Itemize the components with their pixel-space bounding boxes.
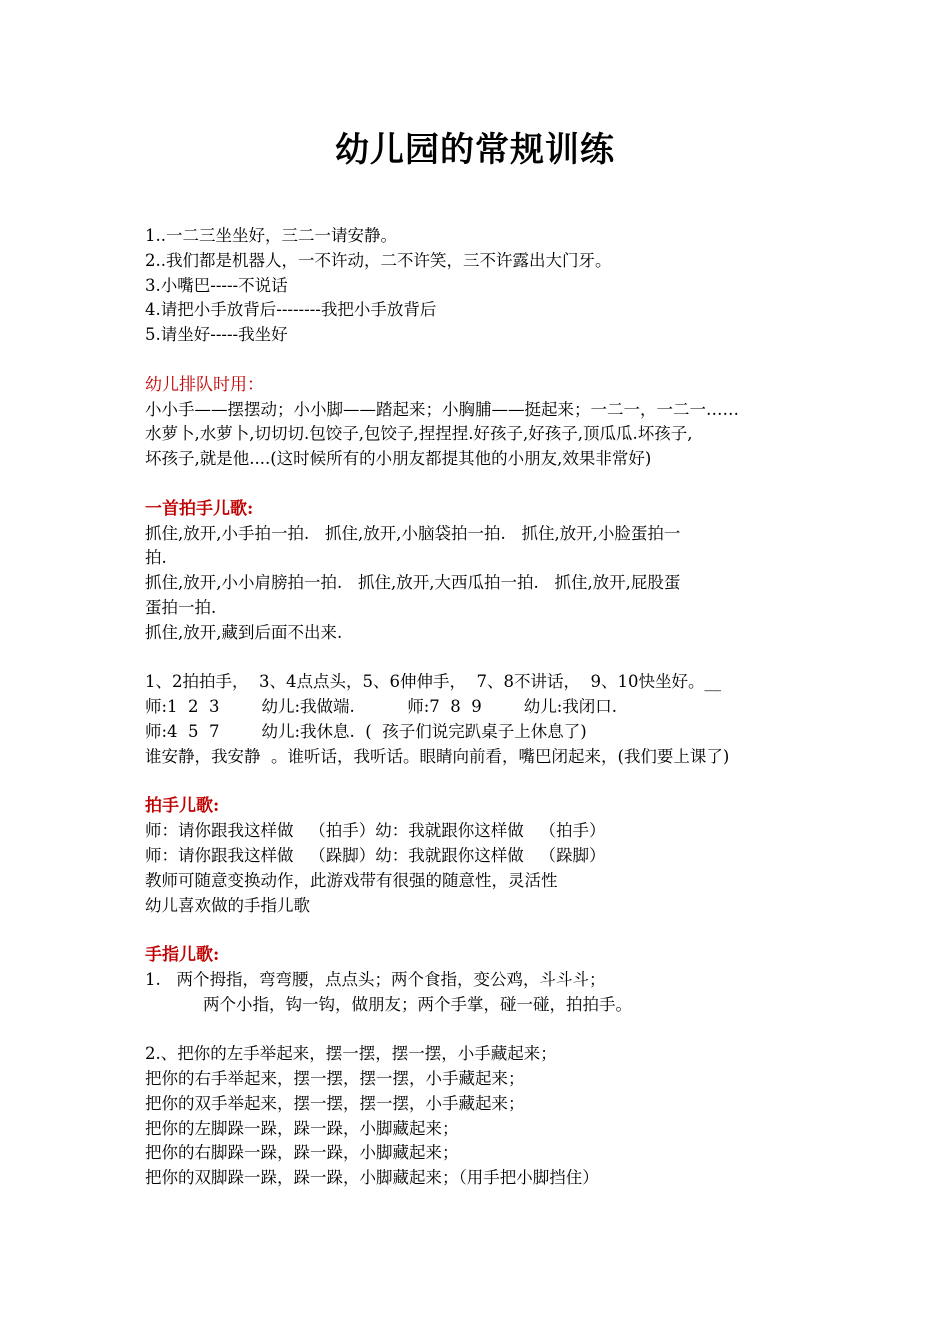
clap2-line-3: 教师可随意变换动作，此游戏带有很强的随意性，灵活性	[145, 870, 558, 890]
clap-line-4: 蛋拍一拍.	[145, 597, 217, 617]
clap2-line-2: 师：请你跟我这样做 （跺脚）幼：我就跟你这样做 （跺脚）	[145, 845, 606, 865]
section-heading-finger-song: 手指儿歌:	[145, 945, 220, 966]
document-body	[145, 224, 825, 1191]
hands-line-4: 把你的左脚跺一跺，跺一跺，小脚藏起来；	[145, 1118, 459, 1138]
routine-line-4: 4.请把小手放背后--------我把小手放背后	[145, 300, 437, 320]
count-line-2: 师:1 2 3 幼儿:我做端. 师:7 8 9 幼儿:我闭口.	[145, 697, 618, 717]
routine-line-2: 2..我们都是机器人，一不许动，二不许笑，三不许露出大门牙。	[145, 250, 612, 270]
clap-line-3: 抓住,放开,小小肩膀拍一拍. 抓住,放开,大西瓜拍一拍. 抓住,放开,屁股蛋	[145, 573, 681, 593]
routine-line-1: 1..一二三坐坐好，三二一请安静。	[145, 226, 397, 245]
hands-line-3: 把你的双手举起来，摆一摆，摆一摆，小手藏起来；	[145, 1093, 525, 1113]
section-counting	[145, 670, 825, 769]
spacer	[145, 770, 825, 795]
count-line-1: 1、2拍拍手， 3、4点点头，5、6伸伸手， 7、8不讲话， 9、10快坐好。__	[145, 672, 721, 692]
section-basic-routines	[145, 224, 825, 348]
clap-line-2: 拍.	[145, 548, 167, 568]
clap-line-1: 抓住,放开,小手拍一拍. 抓住,放开,小脑袋拍一拍. 抓住,放开,小脸蛋拍一	[145, 523, 681, 543]
lineup-line-2: 水萝卜,水萝卜,切切切.包饺子,包饺子,捏捏捏.好孩子,好孩子,顶瓜瓜.坏孩子,	[145, 424, 693, 444]
section-hands-feet	[145, 1042, 825, 1191]
page-title: 幼儿园的常规训练	[335, 130, 615, 170]
section-heading-clap-song-2: 拍手儿歌:	[145, 796, 220, 817]
lineup-line-1: 小小手——摆摆动；小小脚——踏起来；小胸脯——挺起来；一二一，一二一……	[145, 399, 739, 419]
hands-line-6: 把你的双脚跺一跺，跺一跺，小脚藏起来；（用手把小脚挡住）	[145, 1168, 599, 1188]
spacer	[145, 1018, 825, 1043]
clap-line-5: 抓住,放开,藏到后面不出来.	[145, 622, 343, 642]
clap2-line-4: 幼儿喜欢做的手指儿歌	[145, 895, 310, 915]
routine-line-3: 3.小嘴巴-----不说话	[145, 275, 288, 295]
clap2-line-1: 师：请你跟我这样做 （拍手）幼：我就跟你这样做 （拍手）	[145, 821, 606, 841]
section-heading-clapping-song: 一首拍手儿歌:	[145, 498, 254, 519]
routine-line-5: 5.请坐好-----我坐好	[145, 325, 288, 345]
section-lineup	[145, 373, 825, 472]
hands-line-1: 2.、把你的左手举起来，摆一摆，摆一摆，小手藏起来；	[145, 1044, 557, 1064]
finger-line-1: 1. 两个拇指，弯弯腰，点点头；两个食指，变公鸡，斗斗斗；	[145, 969, 606, 989]
section-finger-song	[145, 943, 825, 1017]
lineup-line-3: 坏孩子,就是他....(这时候所有的小朋友都提其他的小朋友,效果非常好)	[145, 449, 652, 469]
spacer	[145, 918, 825, 943]
section-heading-lineup: 幼儿排队时用：	[145, 374, 264, 395]
spacer	[145, 472, 825, 497]
section-clap-song-2	[145, 794, 825, 918]
spacer	[145, 646, 825, 671]
finger-line-2: 两个小指，钩一钩，做朋友；两个手掌，碰一碰，拍拍手。	[203, 994, 632, 1014]
hands-line-5: 把你的右脚跺一跺，跺一跺，小脚藏起来；	[145, 1143, 459, 1163]
section-clapping-song	[145, 497, 825, 646]
count-line-3: 师:4 5 7 幼儿:我休息. ( 孩子们说完趴桌子上休息了)	[145, 721, 587, 741]
count-line-4: 谁安静，我安静 。谁听话，我听话。眼睛向前看，嘴巴闭起来，(我们要上课了)	[145, 746, 730, 766]
hands-line-2: 把你的右手举起来，摆一摆，摆一摆，小手藏起来；	[145, 1069, 525, 1089]
spacer	[145, 348, 825, 373]
